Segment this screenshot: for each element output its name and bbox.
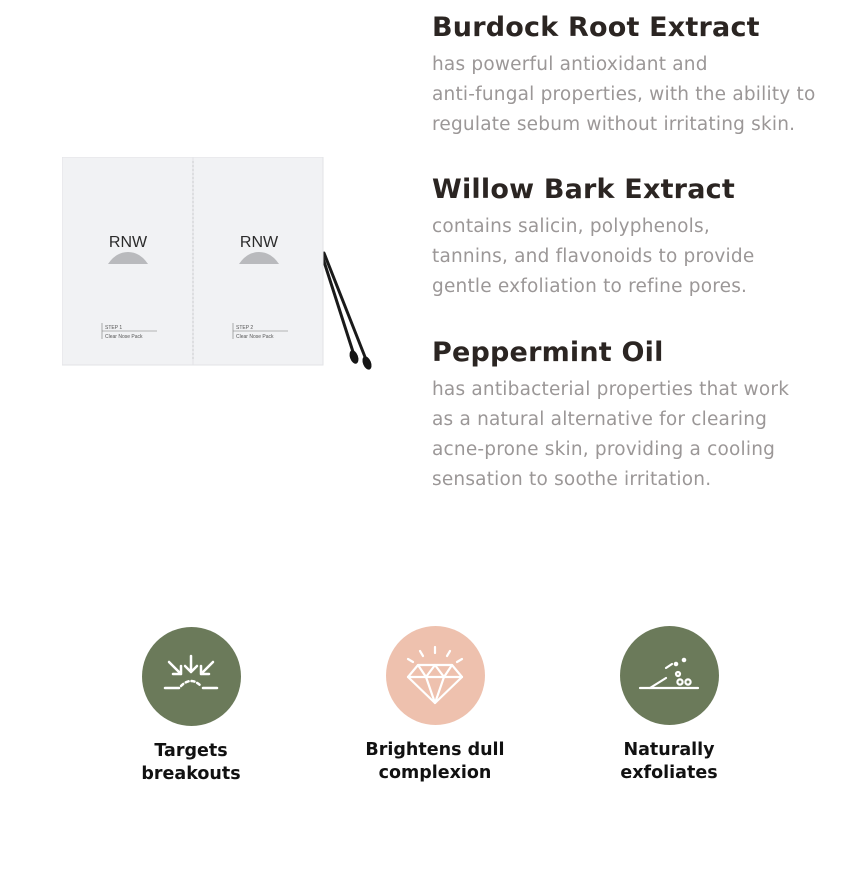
exfoliate-icon bbox=[620, 626, 719, 725]
benefit-label: Naturally exfoliates bbox=[620, 740, 718, 783]
benefit-exfoliates bbox=[569, 626, 769, 785]
ingredient-title: Peppermint Oil bbox=[432, 337, 664, 368]
ingredient-willow-bark bbox=[432, 172, 754, 302]
ingredient-description: has antibacterial properties that work as a natural alternative for clearing acne-prone skin, providing a cooling sensation to soothe irritation. bbox=[432, 379, 790, 490]
target-arrows-icon bbox=[142, 627, 241, 726]
ingredient-burdock-root bbox=[432, 10, 816, 140]
benefit-label: Brightens dull complexion bbox=[365, 740, 505, 783]
cotton-swabs bbox=[320, 249, 373, 371]
diamond-icon bbox=[386, 626, 485, 725]
product-image bbox=[62, 157, 382, 372]
step-name: Clear Nose Pack bbox=[236, 334, 274, 340]
ingredient-description: has powerful antioxidant and anti-fungal properties, with the ability to regulate sebum without irritating skin. bbox=[432, 54, 816, 135]
benefits-row bbox=[0, 625, 860, 805]
brand-logo: RNW bbox=[239, 234, 279, 251]
benefit-brightens-complexion bbox=[335, 626, 535, 785]
step-number: STEP 2 bbox=[236, 325, 254, 331]
ingredient-title: Burdock Root Extract bbox=[432, 12, 760, 43]
ingredient-description: contains salicin, polyphenols, tannins, and flavonoids to provide gentle exfoliation to refine pores. bbox=[432, 216, 755, 297]
brand-logo: RNW bbox=[108, 234, 148, 251]
benefit-label: Targets breakouts bbox=[141, 741, 241, 784]
step-number: STEP 1 bbox=[105, 325, 123, 331]
ingredient-title: Willow Bark Extract bbox=[432, 174, 735, 205]
product-sachets-illustration bbox=[62, 157, 382, 372]
benefit-targets-breakouts bbox=[91, 627, 291, 786]
step-name: Clear Nose Pack bbox=[105, 334, 143, 340]
ingredient-peppermint-oil bbox=[432, 335, 789, 495]
